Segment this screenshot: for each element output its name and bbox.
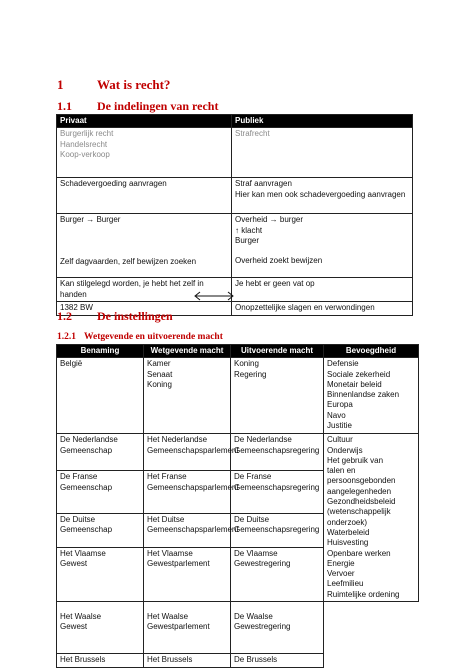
heading-title: Wetgevende en uitvoerende macht: [84, 332, 223, 342]
cell-publiek: Overheid → burger ↑ klacht Burger Overheid zoekt bewijzen: [232, 214, 413, 278]
header-uitvoerende-macht: Uitvoerende macht: [231, 345, 324, 358]
table-row: [57, 654, 419, 668]
header-benaming: Benaming: [57, 345, 144, 358]
cell-benaming: De Duitse Gemeenschap: [57, 514, 144, 548]
cell-privaat: 1382 BW: [57, 302, 232, 315]
cell-benaming: Het Brussels: [57, 654, 144, 668]
cell-privaat: Schadevergoeding aanvragen: [57, 178, 232, 214]
header-wetgevende-macht: Wetgevende macht: [144, 345, 231, 358]
cell-publiek: Onopzettelijke slagen en verwondingen: [232, 302, 413, 315]
cell-privaat: Burgerlijk recht Handelsrecht Koop-verkoop: [57, 128, 232, 178]
heading-number: 1.2: [57, 309, 72, 323]
cell-uitvoerend: Koning Regering: [231, 358, 324, 434]
cell-uitvoerend: De Vlaamse Gewestregering: [231, 547, 324, 601]
cell-wetgevend: Het Waalse Gewestparlement: [144, 602, 231, 654]
table-row: [57, 128, 413, 178]
table-row: [57, 178, 413, 214]
cell-uitvoerend: De Waalse Gewestregering: [231, 602, 324, 654]
cell-uitvoerend: De Franse Gemeenschapsregering: [231, 471, 324, 514]
table-row: [57, 214, 413, 278]
table-header-row: [57, 115, 413, 128]
cell-wetgevend: Het Brussels: [144, 654, 231, 668]
table-header-row: [57, 345, 419, 358]
cell-benaming: De Nederlandse Gemeenschap: [57, 434, 144, 471]
cell-publiek: Je hebt er geen vat op: [232, 278, 413, 302]
cell-wetgevend: Het Vlaamse Gewestparlement: [144, 547, 231, 601]
cell-uitvoerend: De Nederlandse Gemeenschapsregering: [231, 434, 324, 471]
heading-title: De instellingen: [97, 309, 173, 323]
table-instellingen: [56, 344, 419, 668]
cell-benaming: België: [57, 358, 144, 434]
double-arrow-icon: [192, 291, 236, 301]
cell-uitvoerend: De Brussels: [231, 654, 324, 668]
table-row: [57, 358, 419, 434]
table-row: [57, 434, 419, 471]
header-bevoegdheid: Bevoegdheid: [324, 345, 419, 358]
cell-bevoegdheid: Defensie Sociale zekerheid Monetair beleid Binnenlandse zaken Europa Navo Justitie: [324, 358, 419, 434]
heading-number: 1.2.1: [57, 332, 76, 342]
cell-wetgevend: Het Franse Gemeenschapsparlement: [144, 471, 231, 514]
cell-wetgevend: Het Nederlandse Gemeenschapsparlement: [144, 434, 231, 471]
heading-title: De indelingen van recht: [97, 99, 219, 113]
cell-publiek: Strafrecht: [232, 128, 413, 178]
heading-number: 1.1: [57, 99, 72, 113]
header-publiek: Publiek: [232, 115, 413, 128]
cell-benaming: Het Vlaamse Gewest: [57, 547, 144, 601]
cell-privaat: Burger → Burger Zelf dagvaarden, zelf bewijzen zoeken: [57, 214, 232, 278]
table-row: [57, 602, 419, 654]
cell-privaat: Kan stilgelegd worden, je hebt het zelf in handen: [57, 278, 232, 302]
cell-wetgevend: Het Duitse Gemeenschapsparlement: [144, 514, 231, 548]
cell-bevoegdheid: Cultuur Onderwijs Het gebruik van talen en persoonsgebonden aangelegenheden Gezondheidsbeleid (wetenschappelijk onderzoek) Waterbeleid Huisvesting Openbare werken Energie Vervoer Leefmilieu Ruimtelijke ordening: [324, 434, 419, 602]
heading-title: Wat is recht?: [97, 77, 171, 92]
header-privaat: Privaat: [57, 115, 232, 128]
table-privaat-publiek: [56, 114, 413, 316]
cell-benaming: De Franse Gemeenschap: [57, 471, 144, 514]
cell-uitvoerend: De Duitse Gemeenschapsregering: [231, 514, 324, 548]
cell-publiek: Straf aanvragen Hier kan men ook schadevergoeding aanvragen: [232, 178, 413, 214]
cell-wetgevend: Kamer Senaat Koning: [144, 358, 231, 434]
heading-number: 1: [57, 77, 64, 92]
cell-benaming: Het Waalse Gewest: [57, 602, 144, 654]
